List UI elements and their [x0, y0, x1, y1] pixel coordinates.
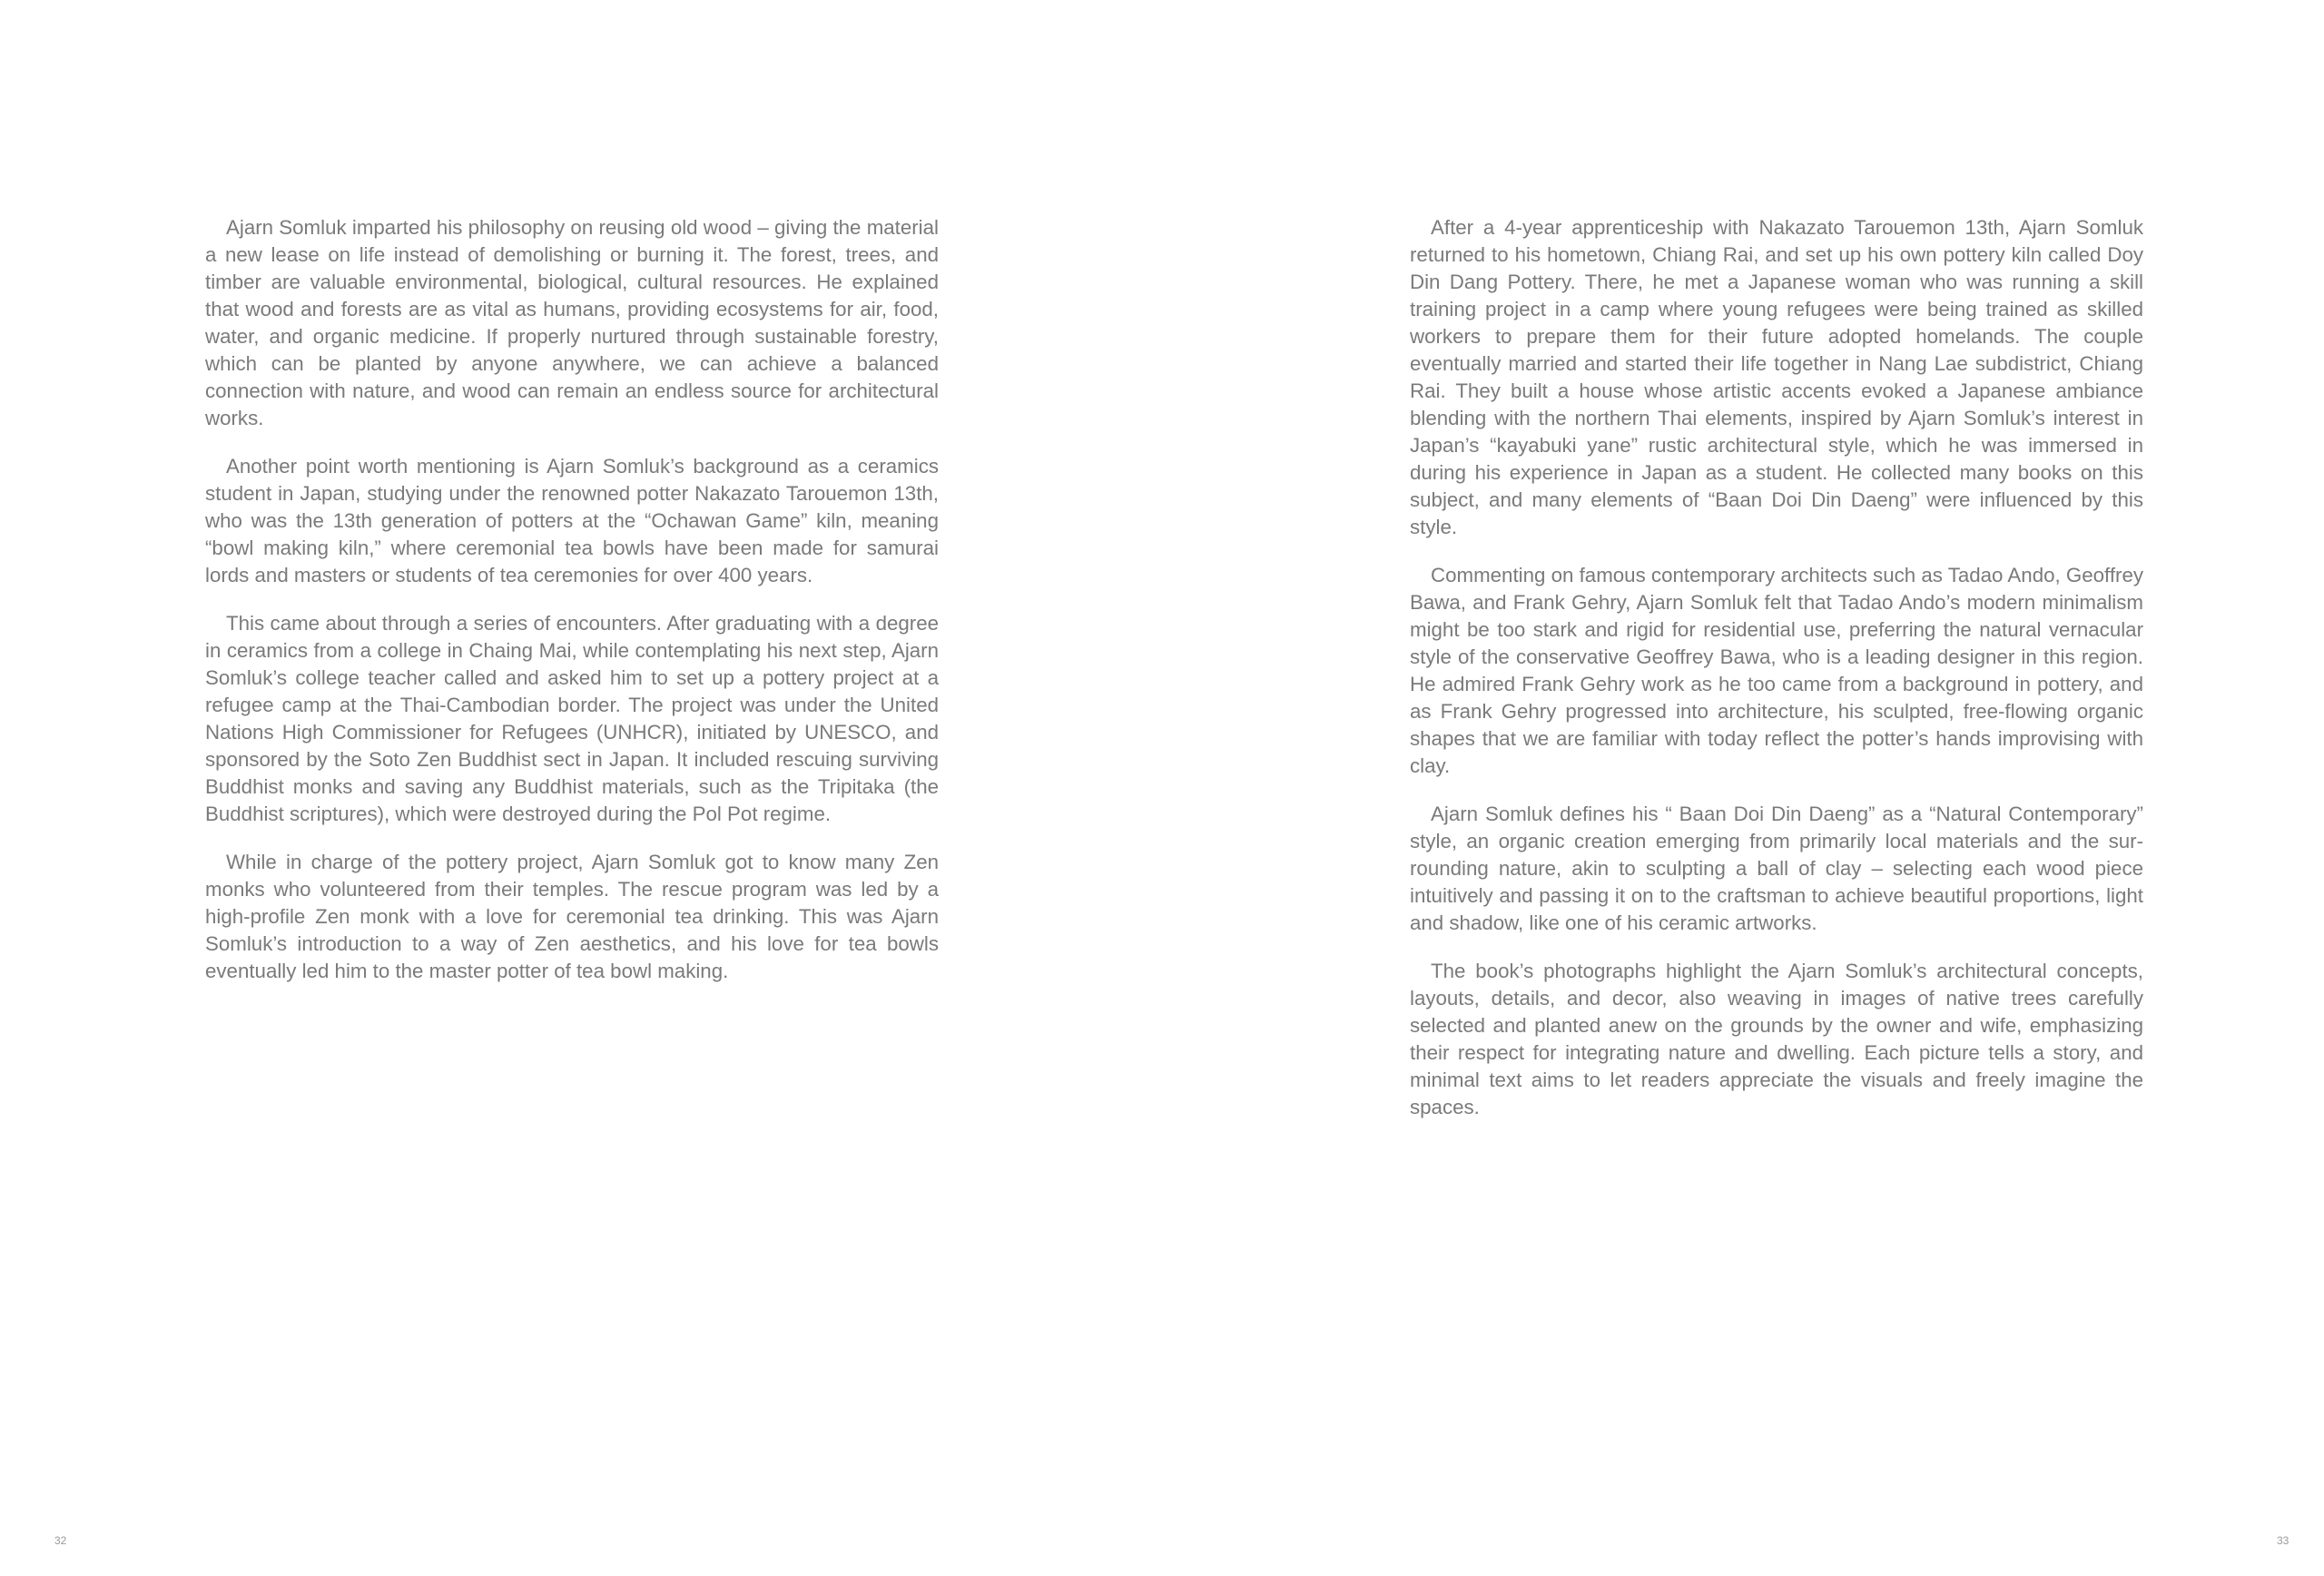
left-page-text-column: [205, 214, 939, 1006]
paragraph: Ajarn Somluk imparted his philosophy on reusing old wood – giving the material a new lease on life instead of demolishing or burning it. The forest, trees, and timber are valuable environmental, biological, cultural resources. He explained that wood and forests are as vital as humans, providing ecosystems for air, food, water, and organic medicine. If properly nurtured through sustainable forestry, which can be planted by anyone anywhere, we can achieve a balanced connection with nature, and wood can remain an endless source for architectural works.: [205, 216, 939, 429]
paragraph: Commenting on famous contemporary architects such as Tadao Ando, Geoffrey Bawa, and Frank Gehry, Ajarn Somluk felt that Tadao Ando’s modern minimalism might be too stark and rigid for residential use, preferring the natural vernacular style of the conservative Geoffrey Bawa, who is a leading designer in this region. He admired Frank Gehry work as he too came from a background in pottery, and as Frank Gehry progressed into architecture, his sculpted, free-flowing organic shapes that we are familiar with today reflect the potter’s hands improvising with clay.: [1410, 564, 2143, 777]
right-page-number: 33: [2277, 1534, 2290, 1547]
paragraph: While in charge of the pottery project, Ajarn Somluk got to know many Zen monks who volunteered from their temples. The rescue program was led by a high-profile Zen monk with a love for ceremonial tea drinking. This was Ajarn Somluk’s introduction to a way of Zen aesthetics, and his love for tea bowls eventually led him to the master potter of tea bowl making.: [205, 851, 939, 982]
paragraph: This came about through a series of encounters. After graduating with a degree in ceramics from a college in Chaing Mai, while contemplating his next step, Ajarn Somluk’s college teacher called and asked him to set up a pottery project at a refugee camp at the Thai-Cambodian border. The project was under the United Nations High Commissioner for Refugees (UNHCR), initiated by UNESCO, and sponsored by the Soto Zen Buddhist sect in Japan. It included rescuing surviving Buddhist monks and saving any Buddhist materials, such as the Tripitaka (the Buddhist scriptures), which were destroyed during the Pol Pot regime.: [205, 612, 939, 825]
right-page-text-column: [1410, 214, 2143, 1142]
paragraph: Ajarn Somluk defines his “ Baan Doi Din Daeng” as a “Natural Contemporary” style, an organic creation emerging from primarily local materials and the surrounding nature, akin to sculpting a ball of clay – selecting each wood piece intuitively and passing it on to the craftsman to achieve beautiful proportions, light and shadow, like one of his ceramic artworks.: [1410, 803, 2143, 934]
left-page-number: 32: [54, 1534, 67, 1547]
paragraph: After a 4-year apprenticeship with Nakazato Tarouemon 13th, Ajarn Somluk returned to his hometown, Chiang Rai, and set up his own pottery kiln called Doy Din Dang Pottery. There, he met a Japanese woman who was running a skill training project in a camp where young refugees were being trained as skilled workers to prepare them for their future adopted homelands. The couple eventually married and started their life together in Nang Lae subdistrict, Chiang Rai. They built a house whose artistic accents evoked a Japanese ambiance blending with the northern Thai elements, inspired by Ajarn Somluk’s interest in Japan’s “kayabuki yane” rustic architectural style, which he was immersed in during his experience in Japan as a student. He collected many books on this subject, and many elements of “Baan Doi Din Daeng” were influenced by this style.: [1410, 216, 2143, 538]
paragraph: Another point worth mentioning is Ajarn Somluk’s background as a ceramics student in Japan, studying under the renowned potter Nakazato Tarouemon 13th, who was the 13th generation of potters at the “Ochawan Game” kiln, meaning “bowl making kiln,” where ceremonial tea bowls have been made for samurai lords and masters or students of tea ceremonies for over 400 years.: [205, 455, 939, 586]
paragraph: The book’s photographs highlight the Ajarn Somluk’s architectural concepts, layouts, details, and decor, also weaving in images of native trees carefully selected and planted anew on the grounds by the owner and wife, emphasizing their respect for integrating nature and dwelling. Each picture tells a story, and minimal text aims to let readers appreciate the visuals and freely imagine the spaces.: [1410, 960, 2143, 1118]
